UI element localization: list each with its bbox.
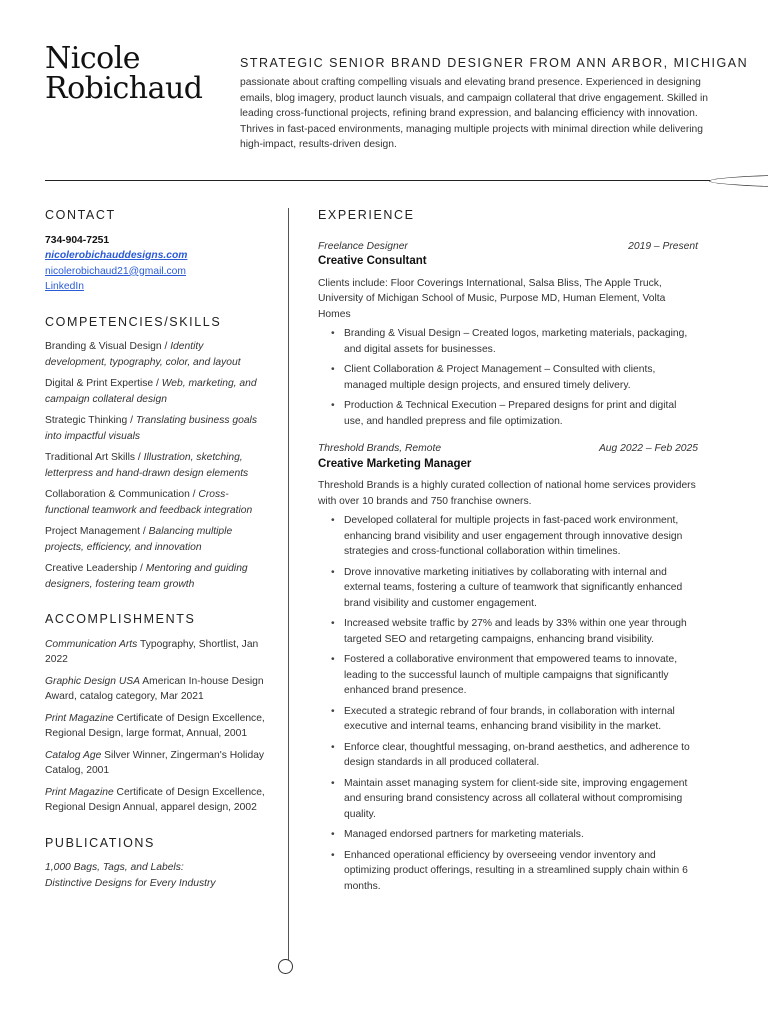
job-bullet: • Branding & Visual Design – Created logos, marketing materials, packaging, and digital assets for businesses. (344, 326, 698, 357)
skill-detail: Balancing multiple projects, efficiency, and innovation (45, 526, 233, 553)
job-meta (318, 239, 698, 255)
skill-item: Creative Leadership / Mentoring and guiding designers, fostering team growth (45, 563, 248, 590)
skill-name: Collaboration & Communication (45, 489, 190, 500)
skill-name: Project Management (45, 526, 141, 537)
accomplishment-item (45, 785, 265, 816)
accomplishment-item (45, 674, 265, 705)
left-column (45, 208, 265, 911)
accomplishment-text: Typography, Shortlist, Jan 2022 (45, 638, 259, 665)
accomplishments-list (45, 637, 265, 816)
contact-phone: 734-904-7251 (45, 234, 110, 246)
job-bullet: • Fostered a collaborative environment that empowered teams to innovate, leading to the successful launch of multiple campaigns that significantly enhanced brand presence. (344, 652, 698, 699)
publications-title: PUBLICATIONS (45, 835, 155, 850)
right-column (318, 208, 698, 906)
skill-item: Branding & Visual Design / Identity development, typography, color, and layout (45, 341, 241, 368)
skill-item: Digital & Print Expertise / Web, marketing, and campaign collateral design (45, 378, 257, 405)
accomplishment-item (45, 748, 265, 779)
job-title: Creative Marketing Manager (318, 457, 472, 470)
skill-detail: Translating business goals into impactful visuals (45, 415, 257, 442)
job-bullet: • Increased website traffic by 27% and leads by 33% within one year through targeted SEO and retargeting campaigns, enhancing brand visibility. (344, 616, 698, 647)
job-bullet: • Maintain asset managing system for client-side site, improving engagement and ensuring brand consistency across all collateral without compromising quality. (344, 776, 698, 823)
skill-item: Project Management / Balancing multiple projects, efficiency, and innovation (45, 526, 233, 553)
accomplishments-section (45, 612, 265, 816)
headline: STRATEGIC SENIOR BRAND DESIGNER FROM ANN ARBOR, MICHIGAN (240, 56, 749, 70)
skills-list (45, 339, 265, 592)
job-bullet: • Enhanced operational efficiency by overseeing vendor inventory and optimizing product offerings, resulting in a streamlined supply chain within 6 months. (344, 848, 698, 895)
job-entry (318, 441, 698, 894)
experience-title: EXPERIENCE (318, 208, 415, 222)
website-link[interactable]: nicolerobichauddesigns.com (45, 250, 188, 261)
job-dates: Aug 2022 – Feb 2025 (598, 443, 698, 454)
accomplishment-text: Silver Winner, Zingerman's Holiday Catalog, 2001 (45, 749, 265, 776)
accomplishment-item (45, 637, 265, 668)
accomplishment-text: Certificate of Design Excellence, Regional Design Annual, apparel design, 2002 (45, 786, 265, 813)
skill-item: Traditional Art Skills / Illustration, sketching, letterpress and hand-drawn design elements (45, 452, 249, 479)
publication-line-2: Distinctive Designs for Every Industry (45, 877, 216, 889)
skill-name: Traditional Art Skills (45, 452, 136, 463)
accomplishment-publication: Graphic Design USA (45, 675, 140, 687)
candidate-name (45, 41, 203, 106)
skill-item: Strategic Thinking / Translating business goals into impactful visuals (45, 415, 257, 442)
summary: passionate about crafting compelling visuals and elevating brand presence. Experienced in designing emails, blog imagery, product launch visuals, and campaign collateral that drive engagement. Skilled in leading cross-functional projects, refining brand expression, and balancing efficiency with innovation. Thrives in fast-paced environments, managing multiple projects with minimal direction while delivering high-impact, results-driven design. (240, 77, 709, 150)
skill-detail: Mentoring and guiding designers, fostering team growth (45, 563, 248, 590)
skills-title: COMPETENCIES/SKILLS (45, 314, 222, 329)
job-description: Clients include: Floor Coverings International, Salsa Bliss, The Apple Truck, University of Michigan School of Music, Purpose MD, Human Element, Volta Homes (318, 277, 666, 320)
header-divider (45, 180, 710, 181)
skill-detail: Cross-functional teamwork and feedback integration (45, 489, 253, 516)
job-company: Threshold Brands, Remote (318, 443, 442, 454)
job-bullet: • Executed a strategic rebrand of four brands, in collaboration with internal executive and internal teams, enhancing brand visibility in the market. (344, 704, 698, 735)
skill-detail: Web, marketing, and campaign collateral design (45, 378, 257, 405)
skill-detail: Illustration, sketching, letterpress and hand-drawn design elements (45, 452, 249, 479)
job-description: Threshold Brands is a highly curated collection of national home services providers with over 10 brands and 750 franchise owners. (318, 480, 696, 507)
job-entry (318, 239, 698, 430)
accomplishment-publication: Catalog Age (45, 749, 102, 761)
email-link[interactable]: nicolerobichaud21@gmail.com (45, 265, 186, 277)
job-bullets (318, 326, 698, 429)
job-bullets (318, 513, 698, 894)
job-bullet: • Enforce clear, thoughtful messaging, on-brand aesthetics, and adherence to design standards in all produced collateral. (344, 740, 698, 771)
first-name: Nicole (45, 41, 141, 76)
contact-title: CONTACT (45, 208, 116, 222)
job-bullet: • Production & Technical Execution – Prepared designs for print and digital use, and handled prepress and file optimization. (344, 398, 698, 429)
divider-circle-right (709, 173, 768, 189)
job-title: Creative Consultant (318, 255, 427, 267)
linkedin-link[interactable]: LinkedIn (45, 281, 84, 292)
skill-name: Creative Leadership (45, 563, 138, 574)
contact-section (45, 208, 265, 295)
skill-name: Strategic Thinking (45, 415, 128, 426)
publications-section (45, 836, 265, 892)
column-divider (288, 208, 289, 960)
accomplishment-text: American In-house Design Award, catalog category, Mar 2021 (45, 675, 264, 702)
job-meta (318, 441, 698, 457)
last-name: Robichaud (45, 71, 203, 106)
skill-detail: Identity development, typography, color, and layout (45, 341, 241, 368)
divider-circle-bottom (278, 959, 293, 974)
job-dates: 2019 – Present (628, 240, 698, 252)
skill-name: Branding & Visual Design (45, 341, 162, 352)
experience-list (318, 239, 698, 895)
accomplishment-item (45, 711, 265, 742)
job-company: Freelance Designer (318, 240, 408, 252)
accomplishment-publication: Communication Arts (45, 638, 138, 650)
accomplishment-publication: Print Magazine (45, 712, 114, 724)
skill-item: Collaboration & Communication / Cross-functional teamwork and feedback integration (45, 489, 253, 516)
job-bullet: • Managed endorsed partners for marketing materials. (344, 827, 698, 843)
job-bullet: • Client Collaboration & Project Management – Consulted with clients, managed multiple design projects, and ensured timely delivery. (344, 362, 698, 393)
accomplishment-publication: Print Magazine (45, 786, 114, 798)
publication-line-1: 1,000 Bags, Tags, and Labels: (45, 862, 184, 873)
accomplishments-title: ACCOMPLISHMENTS (45, 612, 196, 626)
job-bullet: • Developed collateral for multiple projects in fast-paced work environment, enhancing brand visibility and user engagement through innovative design strategies and cross-functional collaboration within timelines. (344, 513, 698, 560)
skills-section (45, 315, 265, 593)
skill-name: Digital & Print Expertise (45, 378, 154, 389)
accomplishment-text: Certificate of Design Excellence, Regional Design, large format, Annual, 2001 (45, 712, 265, 739)
job-bullet: • Drove innovative marketing initiatives by collaborating with internal and external teams, fostering a culture of teamwork that significantly enhanced brand visibility and customer engagement. (344, 565, 698, 612)
